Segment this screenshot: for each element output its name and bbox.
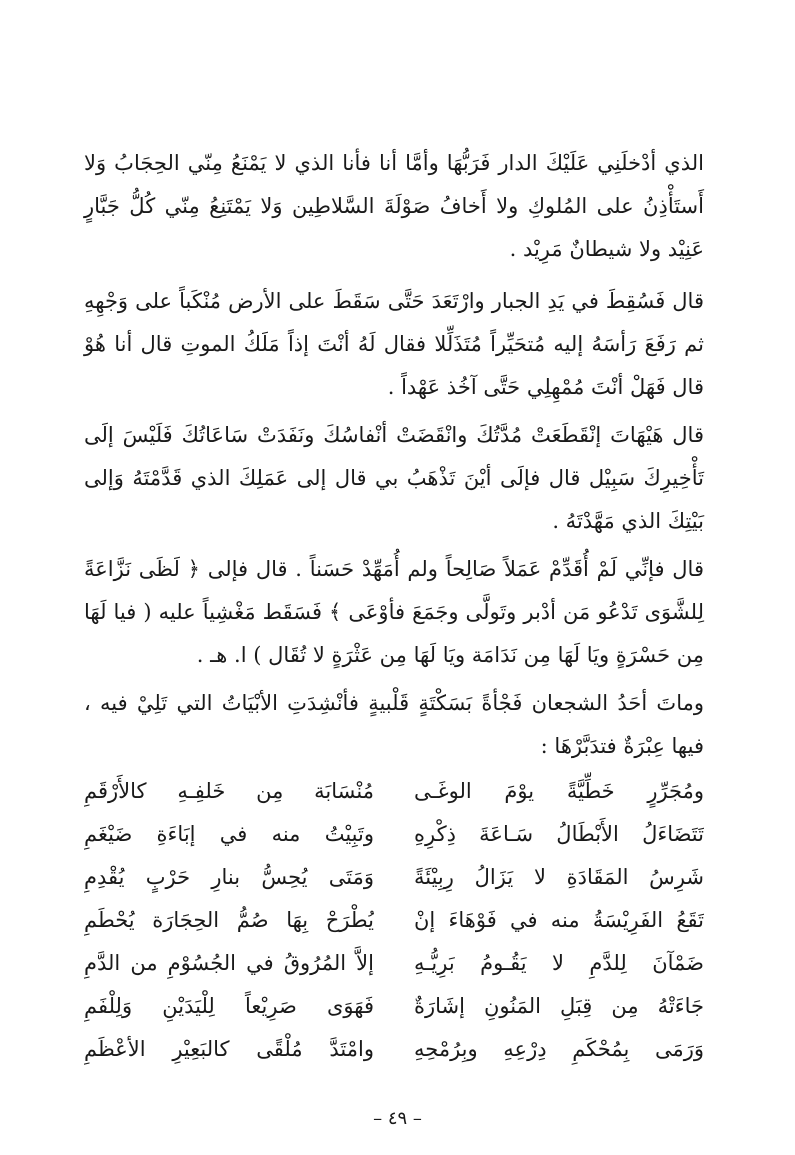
verse-second-hemistich: يُطْرَحْ بِهَا صُمُّ الحِجَارَة يُحْطَمِ bbox=[84, 908, 374, 932]
paragraph-4: قال فإنِّي لَمْ أُقَدِّمْ عَمَلاً صَالِحاً ولم أُمَهِّدْ حَسَناً . قال فإلى ﴿ لَظَى نَزَّاعَةً لِلشَّوَى تَدْعُو مَن أدْبر وتَولَّى وجَمَعَ فأوْعَى ﴾ فَسَقَط مَغْشِياً عليه ( فيا لَهَا مِن حَسْرَةٍ ويَا لَهَا مِن نَدَامَة ويَا لَهَا مِن عَثْرَةٍ لا تُقَال ) ا. هـ . bbox=[84, 557, 704, 667]
verse-second-hemistich: وامْتَدَّ مُلْقًى كالبَعِيْرِ الأعْظَمِ bbox=[84, 1037, 374, 1061]
paragraph-1: الذي أدْخلَنِي عَلَيْكَ الدار فَرَبُّهَا وأمَّا أنا فأنا الذي لا يَمْنَعُ مِنّي الحِجَابُ وَلا أَستَأْذِنُ على المُلوكِ ولا أَخافُ صَوْلَةَ السَّلاطِين وَلا يَمْتَنِعُ مِنّي كُلُّ جَبَّارٍ عَنِيْد ولا شيطانٌ مَرِيْد . bbox=[84, 151, 704, 261]
verse-first-hemistich: شَرِسُ المَقَادَةِ لا يَزَالُ رِبِيْئَةً bbox=[414, 865, 704, 889]
verse-first-hemistich: وَرَمَى بِمُحْكَمِ دِرْعِهِ وبِرُمْحِهِ bbox=[414, 1037, 704, 1061]
poem-verse bbox=[84, 856, 704, 899]
verse-second-hemistich: إلاَّ المُرُوقُ في الجُسُوْمِ من الدَّمِ bbox=[84, 951, 374, 975]
page-number: – ٤٩ – bbox=[373, 1108, 422, 1129]
verse-first-hemistich: جَاءَتْهُ مِن قِبَلِ المَنُونِ إشَارَةٌ bbox=[414, 994, 704, 1018]
poem-verse bbox=[84, 942, 704, 985]
verse-first-hemistich: ومُجَرِّرٍ خَطِّيَّةً يوْمَ الوغَـى bbox=[414, 779, 704, 803]
poem-verse bbox=[84, 1028, 704, 1071]
paragraph-2: قال فَسُقِطَ في يَدِ الجبار وارْتَعَدَ حَتَّى سَقَطَ على الأرض مُنْكَباً على وَجْهِهِ ثم رَفَعَ رَأسَهُ إليه مُتحَيِّراً مُتَذَلِّلا فقال لَهُ أنْتَ إذاً مَلَكُ الموتِ قال أنا هُوْ قال فَهَلْ أنْتَ مُمْهِلِي حَتَّى آخُذ عَهْداً . bbox=[84, 289, 704, 399]
poem-verse bbox=[84, 813, 704, 856]
verse-second-hemistich: وَمَتَى يُحِسُّ بنارِ حَرْبٍ يُقْدِمِ bbox=[84, 865, 374, 889]
poem-verse bbox=[84, 770, 704, 813]
verse-second-hemistich: وتَبِيْتُ منه في إبَاءَةِ ضَيْغَمِ bbox=[84, 822, 374, 846]
poem-verse bbox=[84, 899, 704, 942]
poem-verse bbox=[84, 985, 704, 1028]
paragraph-5: وماتَ أحَدُ الشجعان فَجْأةً بَسَكْتَةٍ قَلْبيةٍ فأنْشِدَتِ الأبْيَاتُ التي تَلِيْ فيه ، فيها عِبْرَةٌ فتدَبَّرْهَا : bbox=[84, 691, 704, 758]
paragraph-3: قال هَيْهَاتَ إنْقَطَعَتْ مُدَّتُكَ وانْقَضَتْ أنْفاسُكَ ونَفَدَتْ سَاعَاتُكَ فَلَيْسَ إلَى تَأْخِيرِكَ سَبِيْل قال فإلَى أيْنَ تَذْهَبُ بي قال إلى عَمَلِكَ الذي قَدَّمْتَهُ وَإلى بَيْتِكَ الذي مَهَّدْتَهُ . bbox=[84, 423, 704, 533]
verse-second-hemistich: مُنْسَابَة مِن خَلفِـهِ كالأَرْقَمِ bbox=[84, 779, 374, 803]
verse-first-hemistich: تَتَضَاءَلُ الأَبْطَالُ سَـاعَةَ ذِكْرِهِ bbox=[414, 822, 704, 846]
verse-second-hemistich: فَهَوَى صَرِيْعاً لِلْيَدَيْنِ وَلِلْفَمِ bbox=[84, 994, 374, 1018]
poem bbox=[84, 770, 704, 1071]
verse-first-hemistich: ضَمْآنَ لِلدَّمِ لا يَقُـومُ بَرِيُّـهِ bbox=[414, 951, 704, 975]
verse-first-hemistich: تَقَعُ الفَرِيْسَةُ منه في فَوْهَاءَ إنْ bbox=[414, 908, 704, 932]
